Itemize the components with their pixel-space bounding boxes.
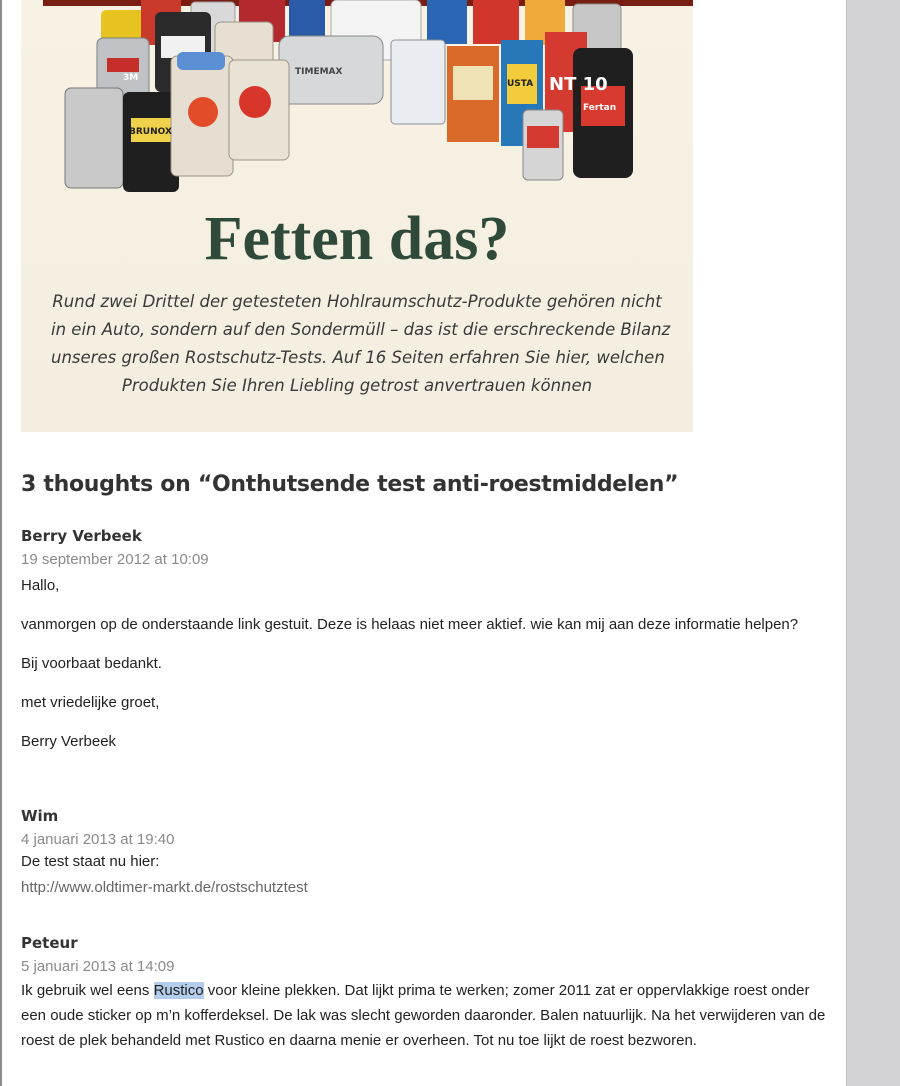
- comment-paragraph: [21, 978, 836, 1053]
- can-label: TIMEMAX: [295, 67, 343, 77]
- comments-title: 3 thoughts on “Onthutsende test anti-roestmiddelen”: [21, 472, 679, 497]
- comment: [21, 934, 836, 1053]
- article-image: [21, 0, 693, 432]
- comment-author[interactable]: Wim: [21, 807, 59, 825]
- clipping-heading: Fetten das?: [204, 205, 510, 273]
- selected-text[interactable]: Rustico: [153, 982, 204, 999]
- comment-paragraph: De test staat nu hier:: [21, 853, 160, 870]
- comment-paragraph: Berry Verbeek: [21, 733, 117, 750]
- comment-date[interactable]: 19 september 2012 at 10:09: [21, 551, 209, 568]
- comment-paragraph: Hallo,: [21, 577, 60, 594]
- comment-author[interactable]: Berry Verbeek: [21, 527, 142, 545]
- comment-date[interactable]: 4 januari 2013 at 19:40: [21, 831, 175, 848]
- comment-text: voor kleine plekken. Dat lijkt prima te werken; zomer 2011 zat er oppervlakkige roest onder een oude sticker op m’n kofferdeksel. De lak was slecht geworden daaronder. Balen natuurlijk. Na het verwijderen van de roest de plek behandeld met Rustico en daarna menie er overheen. Tot nu toe lijkt de roest bezworen.: [21, 982, 826, 1049]
- clipping-line: Rund zwei Drittel der getesteten Hohlraumschutz-Produkte gehören nicht: [52, 292, 662, 311]
- comment-paragraph: Bij voorbaat bedankt.: [21, 655, 162, 672]
- clipping-line: unseres großen Rostschutz-Tests. Auf 16 Seiten erfahren Sie hier, welchen: [51, 348, 665, 367]
- can-label: NT 10: [549, 74, 608, 95]
- clipping-line: in ein Auto, sondern auf den Sondermüll – das ist die erschreckende Bilanz: [51, 320, 671, 339]
- comment-paragraph: vanmorgen op de onderstaande link gestuit. Deze is helaas niet meer aktief. wie kan mij aan deze informatie helpen?: [21, 616, 799, 633]
- comment-body: [21, 978, 836, 1053]
- product-cans-illustration: [21, 0, 693, 200]
- can-label: USTA: [507, 79, 534, 89]
- can-label: Fertan: [583, 103, 617, 113]
- comment-text: Ik gebruik wel eens: [21, 982, 154, 999]
- comment: [21, 527, 836, 753]
- comment: [21, 807, 836, 899]
- clipping-text: [51, 288, 671, 400]
- clipping-line: Produkten Sie Ihren Liebling getrost anvertrauen können: [121, 376, 593, 395]
- can-label: BRUNOX: [129, 127, 172, 137]
- comment-link[interactable]: http://www.oldtimer-markt.de/rostschutztest: [21, 879, 308, 896]
- page-sidebar-gutter: [846, 0, 900, 1086]
- can-label: 3M: [123, 73, 139, 83]
- comment-body: [21, 851, 836, 899]
- comment-date[interactable]: 5 januari 2013 at 14:09: [21, 958, 175, 975]
- comment-body: [21, 575, 836, 753]
- comment-author[interactable]: Peteur: [21, 934, 78, 952]
- left-border: [0, 0, 2, 1086]
- comment-paragraph: met vriedelijke groet,: [21, 694, 160, 711]
